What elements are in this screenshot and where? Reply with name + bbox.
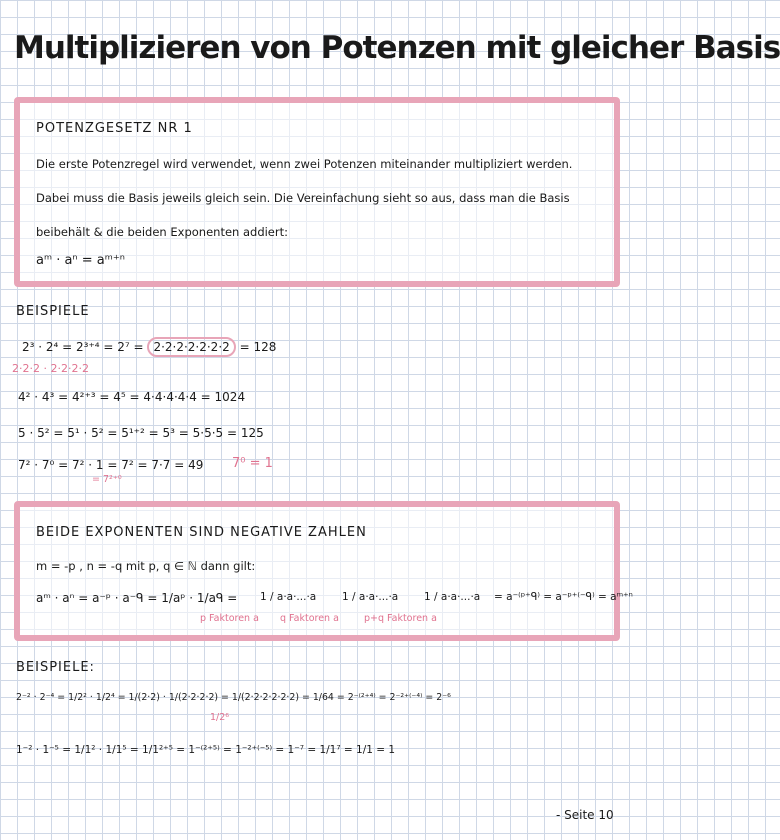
example4-note: = 7²⁺⁰ xyxy=(92,474,122,485)
example1-expansion: 2·2·2 · 2·2·2·2 xyxy=(12,362,89,375)
examples1-label: BEISPIELE xyxy=(16,304,90,319)
neg-formula-left: aᵐ · aⁿ = a⁻ᵖ · a⁻ᑫ = 1/aᵖ · 1/aᑫ = xyxy=(36,591,238,605)
example4-side-note: 7⁰ = 1 xyxy=(232,456,273,471)
law-text-line2: Dabei muss die Basis jeweils gleich sein. Die Vereinfachung sieht so aus, dass man die Basis xyxy=(36,191,570,205)
negative-exponents-box xyxy=(14,501,633,641)
law-text-line3: beibehält & die beiden Exponenten addiert: xyxy=(36,225,288,239)
neg-example2: 1⁻² · 1⁻⁵ = 1/1² · 1/1⁵ = 1/1²⁺⁵ = 1⁻⁽²⁺⁵⁾ = 1⁻²⁺⁽⁻⁵⁾ = 1⁻⁷ = 1/1⁷ = 1/1 = 1 xyxy=(16,744,396,756)
example4: 7² · 7⁰ = 7² · 1 = 7² = 7·7 = 49 xyxy=(18,458,204,472)
example3: 5 · 5² = 5¹ · 5² = 5¹⁺² = 5³ = 5·5·5 = 125 xyxy=(18,426,264,440)
example2: 4² · 4³ = 4²⁺³ = 4⁵ = 4·4·4·4·4 = 1024 xyxy=(18,390,246,404)
page-title: Multiplizieren von Potenzen mit gleicher Basis xyxy=(14,30,780,66)
note-pq-factors: p+q Faktoren a xyxy=(364,613,437,624)
example1-boxed: 2·2·2·2·2·2·2 xyxy=(147,337,235,357)
note-p-factors: p Faktoren a xyxy=(200,613,259,624)
note-q-factors: q Faktoren a xyxy=(280,613,339,624)
law-box xyxy=(14,97,620,287)
example1-left: 2³ · 2⁴ = 2³⁺⁴ = 2⁷ = xyxy=(22,340,144,354)
example1-result: = 128 xyxy=(239,340,277,354)
law-heading: POTENZGESETZ NR 1 xyxy=(36,121,193,136)
neg-condition: m = -p , n = -q mit p, q ∈ ℕ dann gilt: xyxy=(36,559,256,573)
page-number: - Seite 10 xyxy=(556,808,614,822)
example1-row xyxy=(22,340,276,354)
law-text-line1: Die erste Potenzregel wird verwendet, wenn zwei Potenzen miteinander multipliziert werden. xyxy=(36,157,573,171)
law-formula: aᵐ · aⁿ = aᵐ⁺ⁿ xyxy=(36,253,125,268)
examples2-label: BEISPIELE: xyxy=(16,660,95,675)
neg-example1-note: 1/2⁶ xyxy=(210,712,230,723)
neg-formula-right: = a⁻⁽ᵖ⁺ᑫ⁾ = a⁻ᵖ⁺⁽⁻ᑫ⁾ = aᵐ⁺ⁿ xyxy=(494,591,633,603)
neg-fraction-p: 1 / a·a·...·a xyxy=(260,591,317,603)
neg-fraction-q: 1 / a·a·...·a xyxy=(342,591,399,603)
neg-example1: 2⁻² · 2⁻⁴ = 1/2² · 1/2⁴ = 1/(2·2) · 1/(2·2·2·2) = 1/(2·2·2·2·2·2) = 1/64 = 2⁻⁽²⁺⁴⁾ = 2⁻²⁺⁽⁻⁴⁾ = 2⁻⁶ xyxy=(16,692,451,703)
neg-fraction-pq: 1 / a·a·...·a xyxy=(424,591,481,603)
neg-heading: BEIDE EXPONENTEN SIND NEGATIVE ZAHLEN xyxy=(36,525,367,540)
